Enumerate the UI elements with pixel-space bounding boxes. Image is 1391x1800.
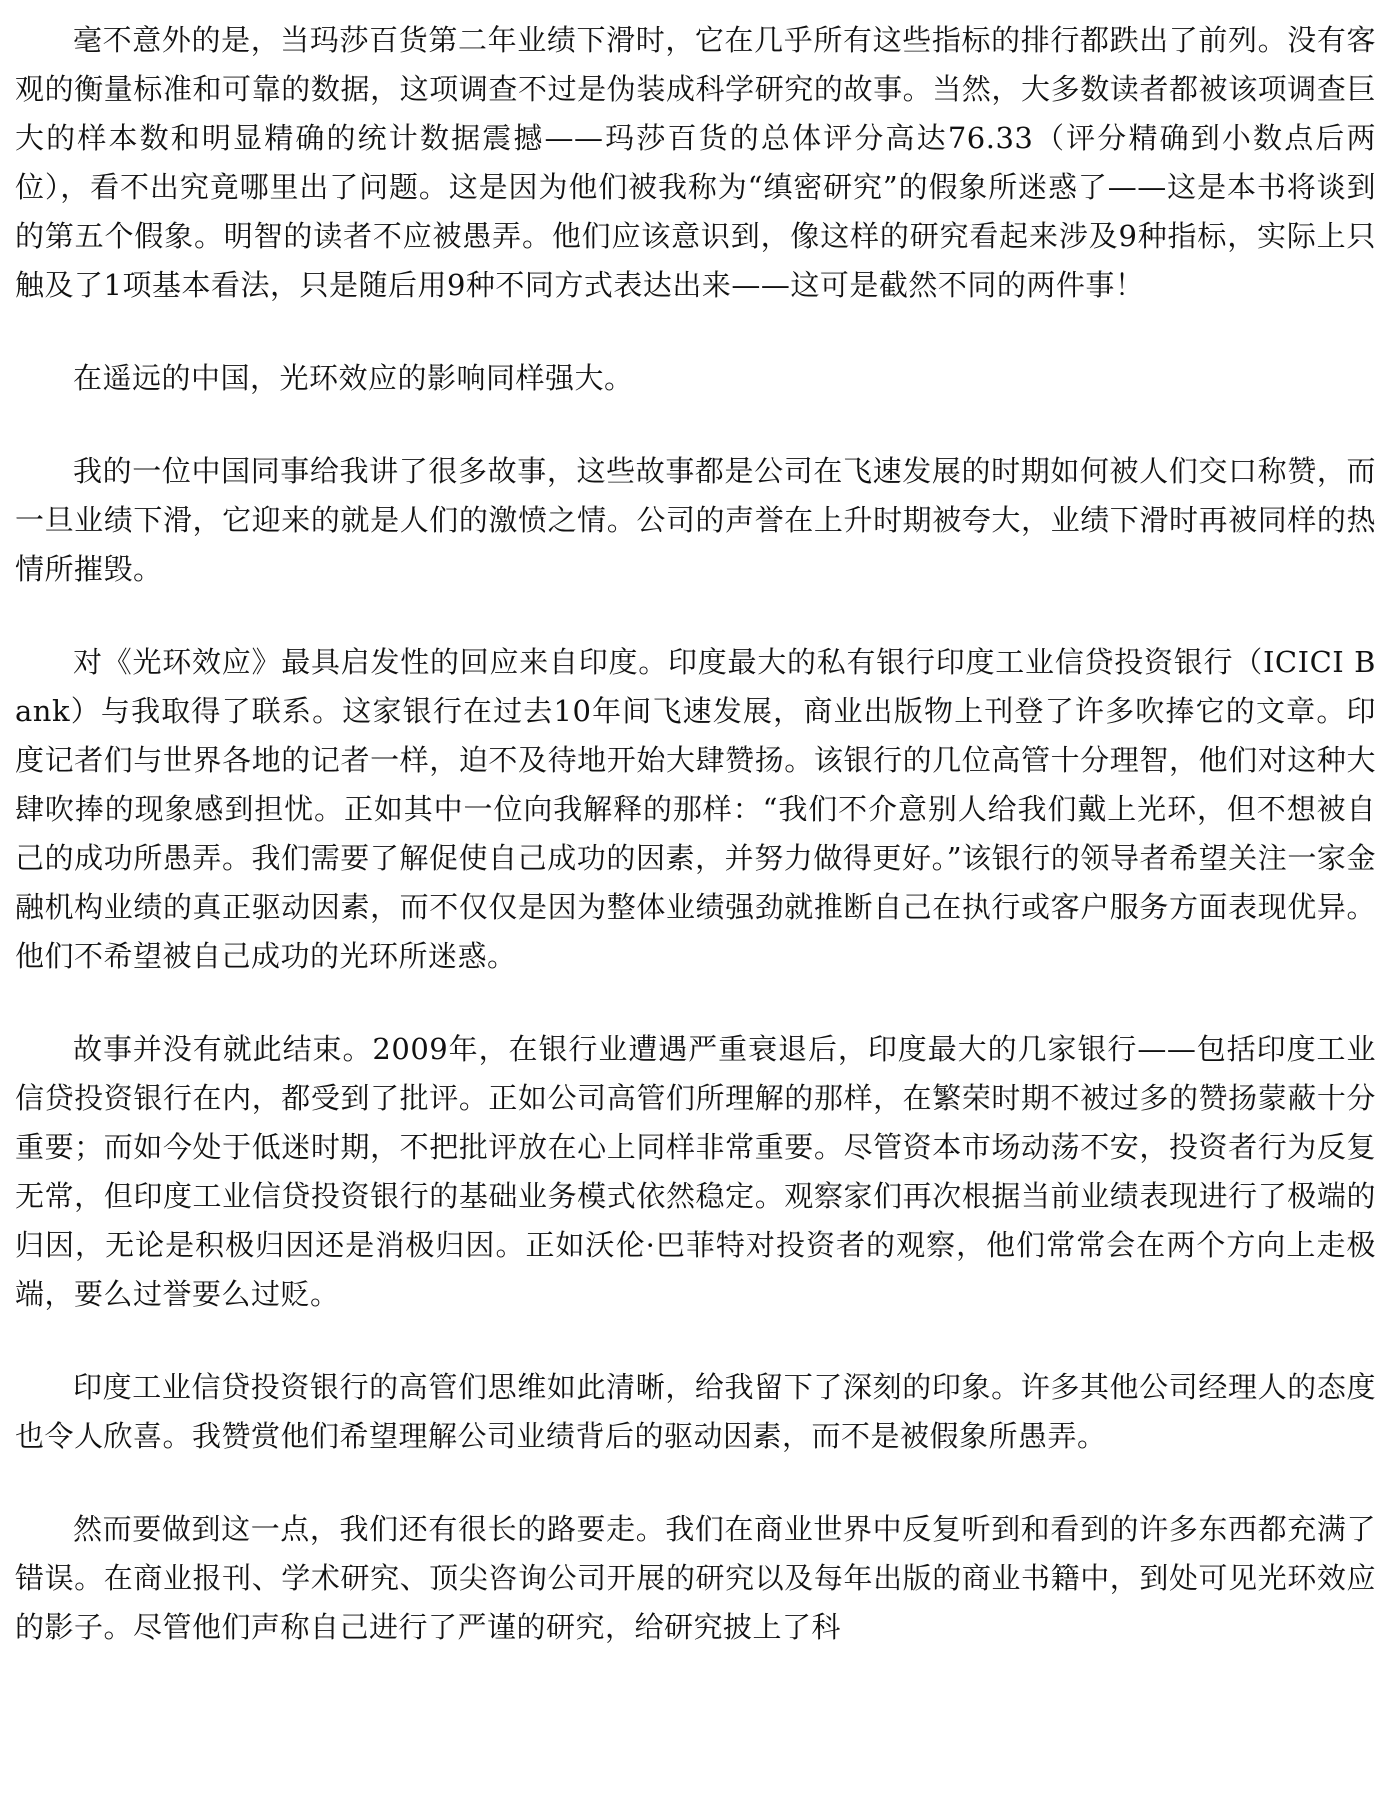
paragraph-6: 印度工业信贷投资银行的高管们思维如此清晰，给我留下了深刻的印象。许多其他公司经理人的态度也令人欣喜。我赞赏他们希望理解公司业绩背后的驱动因素，而不是被假象所愚弄。 — [15, 1370, 1376, 1453]
paragraph-1: 毫不意外的是，当玛莎百货第二年业绩下滑时，它在几乎所有这些指标的排行都跌出了前列。没有客观的衡量标准和可靠的数据，这项调查不过是伪装成科学研究的故事。当然，大多数读者都被该项调查巨大的样本数和明显精确的统计数据震撼——玛莎百货的总体评分高达76.33（评分精确到小数点后两位），看不出究竟哪里出了问题。这是因为他们被我称为“缜密研究”的假象所迷惑了——这是本书将谈到的第五个假象。明智的读者不应被愚弄。他们应该意识到，像这样的研究看起来涉及9种指标，实际上只触及了1项基本看法，只是随后用9种不同方式表达出来——这可是截然不同的两件事！ — [15, 23, 1376, 302]
paragraph-5: 故事并没有就此结束。2009年，在银行业遭遇严重衰退后，印度最大的几家银行——包括印度工业信贷投资银行在内，都受到了批评。正如公司高管们所理解的那样，在繁荣时期不被过多的赞扬蒙蔽十分重要；而如今处于低迷时期，不把批评放在心上同样非常重要。尽管资本市场动荡不安，投资者行为反复无常，但印度工业信贷投资银行的基础业务模式依然稳定。观察家们再次根据当前业绩表现进行了极端的归因，无论是积极归因还是消极归因。正如沃伦·巴菲特对投资者的观察，他们常常会在两个方向上走极端，要么过誉要么过贬。 — [15, 1032, 1376, 1311]
paragraph-3: 我的一位中国同事给我讲了很多故事，这些故事都是公司在飞速发展的时期如何被人们交口称赞，而一旦业绩下滑，它迎来的就是人们的激愤之情。公司的声誉在上升时期被夸大，业绩下滑时再被同样的热情所摧毁。 — [15, 454, 1376, 586]
paragraph-2: 在遥远的中国，光环效应的影响同样强大。 — [73, 361, 634, 395]
paragraph-7: 然而要做到这一点，我们还有很长的路要走。我们在商业世界中反复听到和看到的许多东西都充满了错误。在商业报刊、学术研究、顶尖咨询公司开展的研究以及每年出版的商业书籍中，到处可见光环效应的影子。尽管他们声称自己进行了严谨的研究，给研究披上了科 — [15, 1512, 1376, 1644]
paragraph-4: 对《光环效应》最具启发性的回应来自印度。印度最大的私有银行印度工业信贷投资银行（ICICI Bank）与我取得了联系。这家银行在过去10年间飞速发展，商业出版物上刊登了许多吹捧它的文章。印度记者们与世界各地的记者一样，迫不及待地开始大肆赞扬。该银行的几位高管十分理智，他们对这种大肆吹捧的现象感到担忧。正如其中一位向我解释的那样：“我们不介意别人给我们戴上光环，但不想被自己的成功所愚弄。我们需要了解促使自己成功的因素，并努力做得更好。”该银行的领导者希望关注一家金融机构业绩的真正驱动因素，而不仅仅是因为整体业绩强劲就推断自己在执行或客户服务方面表现优异。他们不希望被自己成功的光环所迷惑。 — [15, 645, 1376, 973]
